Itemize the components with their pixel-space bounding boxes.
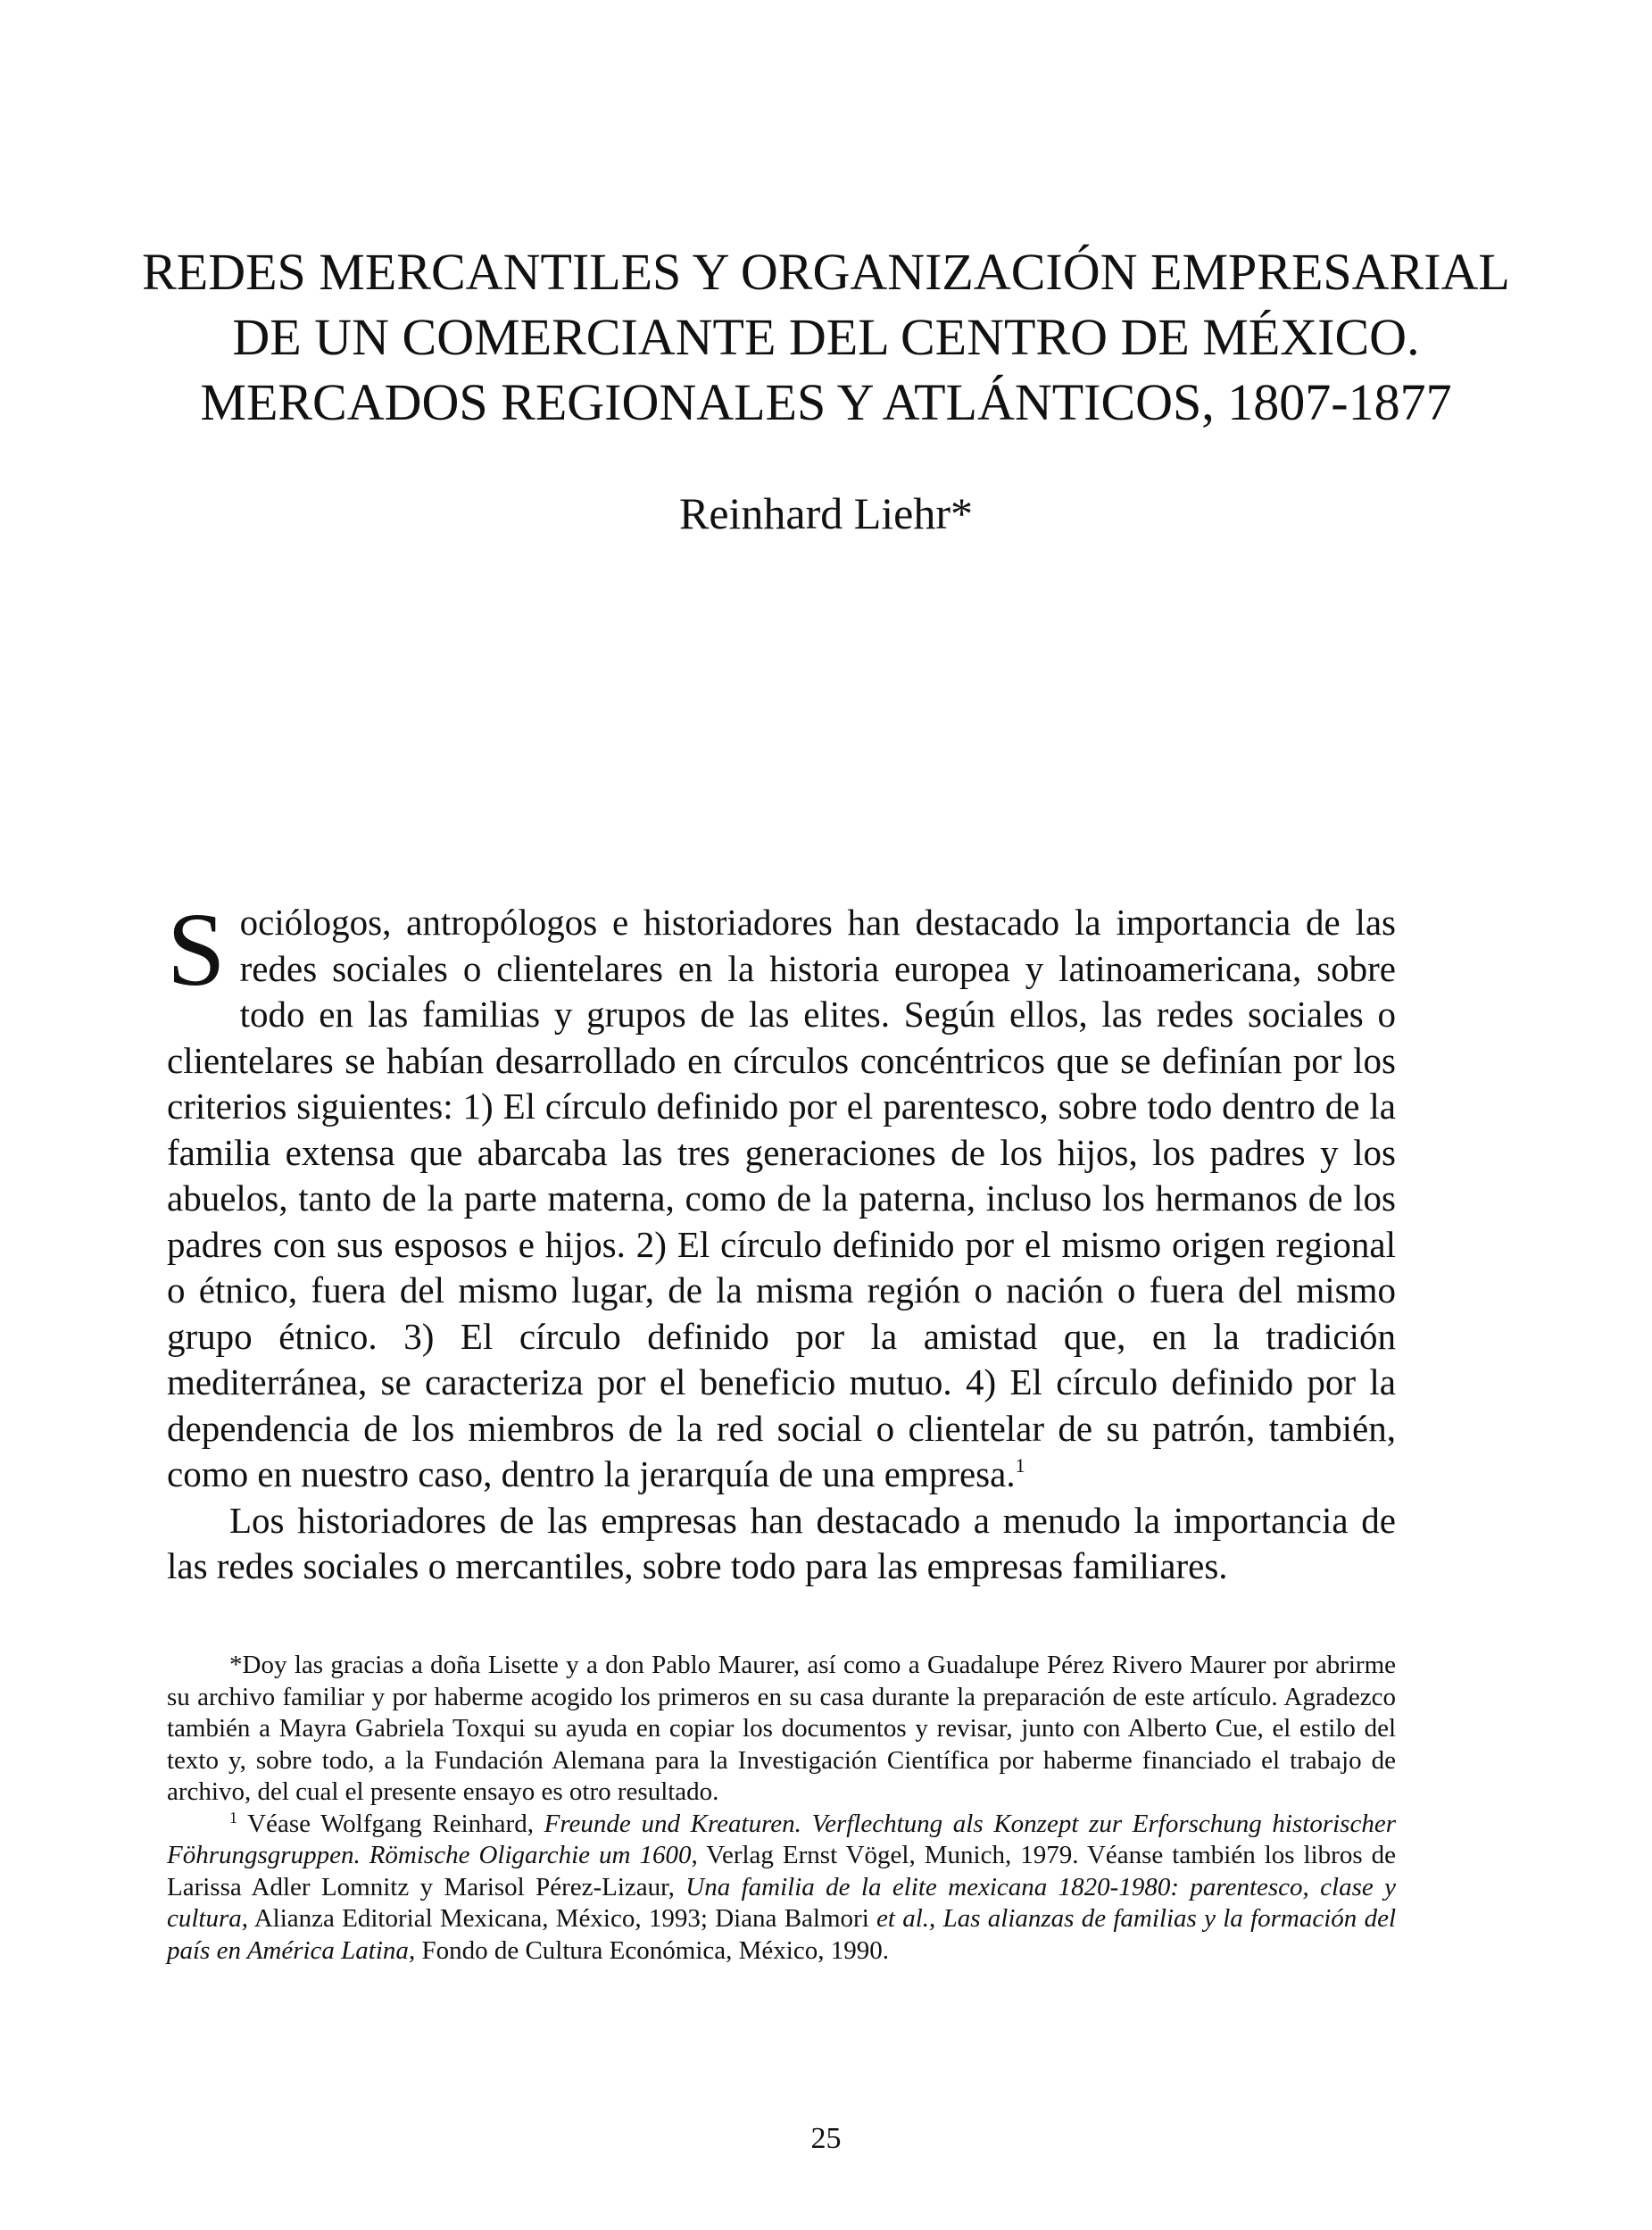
footnote-1-title-a: Freunde und Kreaturen. Verflechtung als Konzept zur Erforschung historischer Föhrungsgruppen. Römische Oligarchie um 1600 [167, 1809, 1396, 1869]
body-paragraph-2: Los historiadores de las empresas han destacado a menudo la importancia de las redes sociales o mercantiles, sobre todo para las empresas familiares. [167, 1499, 1396, 1586]
footnotes [167, 1650, 1396, 1967]
footnote-1-text-a: Véase Wolfgang Reinhard, [247, 1809, 544, 1838]
footnote-1 [167, 1809, 1396, 1968]
body-paragraph-1-text: ociólogos, antropólogos e historiadores han destacado la importancia de las redes sociales o clientelares en la historia europea y latinoamericana, sobre todo en las familias y grupos de las elites. Según ellos, las redes sociales o clientelares se habían desarrollado en círculos concéntricos que se definían por los criterios siguientes: 1) El círculo definido por el parentesco, sobre todo dentro de la familia extensa que abarcaba las tres generaciones de los hijos, los padres y los abuelos, tanto de la parte materna, como de la paterna, incluso los hermanos de los padres con sus esposos e hijos. 2) El círculo definido por el mismo origen regional o étnico, fuera del mismo lugar, de la misma región o nación o fuera del mismo grupo étnico. 3) El círculo definido por la amistad que, en la tradición mediterránea, se caracteriza por el beneficio mutuo. 4) El círculo definido por la dependencia de los miembros de la red social o clientelar de su patrón, también, como en nuestro caso, dentro la jerarquía de una empresa. [167, 902, 1396, 1494]
footnote-1-title-b: Una familia de la elite mexicana 1820-1980: parentesco, clase y cultura [167, 1872, 1397, 1933]
article-title [134, 239, 1518, 435]
footnote-1-text-e: , Fondo de Cultura Económica, México, 1990. [408, 1935, 889, 1965]
footnote-1-etal: et al. [876, 1904, 930, 1933]
footnote-1-text-c: , Alianza Editorial Mexicana, México, 1993; Diana Balmori [241, 1904, 877, 1933]
footnote-ref-1[interactable]: 1 [1015, 1454, 1025, 1477]
title-line-3: MERCADOS REGIONALES Y ATLÁNTICOS, 1807-1877 [200, 373, 1452, 431]
footnote-1-mark: 1 [229, 1808, 237, 1826]
page-number: 25 [810, 2122, 842, 2155]
title-line-1: REDES MERCANTILES Y ORGANIZACIÓN EMPRESARIAL [142, 243, 1510, 301]
title-line-2: DE UN COMERCIANTE DEL CENTRO DE MÉXICO. [232, 308, 1420, 366]
footnote-1-text-d: , [929, 1904, 943, 1933]
footnote-1-title-c: Las alianzas de familias y la formación del país en América Latina [167, 1904, 1396, 1965]
footnote-star: *Doy las gracias a doña Lisette y a don Pablo Maurer, así como a Guadalupe Pérez Rivero Maurer por abrirme su archivo familiar y por haberme acogido los primeros en su casa durante la preparación de este artículo. Agradezco también a Mayra Gabriela Toxqui su ayuda en copiar los documentos y revisar, junto con Alberto Cue, el estilo del texto y, sobre todo, a la Fundación Alemana para la Investigación Científica por haberme financiado el trabajo de archivo, del cual el presente ensayo es otro resultado. [167, 1651, 1396, 1806]
article-body [167, 891, 1396, 1590]
drop-cap: S [167, 891, 226, 1008]
body-paragraph-1 [167, 891, 1396, 1498]
footnote-1-text-b: , Verlag Ernst Vögel, Munich, 1979. Véanse también los libros de Larissa Adler Lomnitz y Marisol Pérez-Lizaur, [167, 1841, 1396, 1901]
author-name: Reinhard Liehr* [678, 488, 974, 538]
